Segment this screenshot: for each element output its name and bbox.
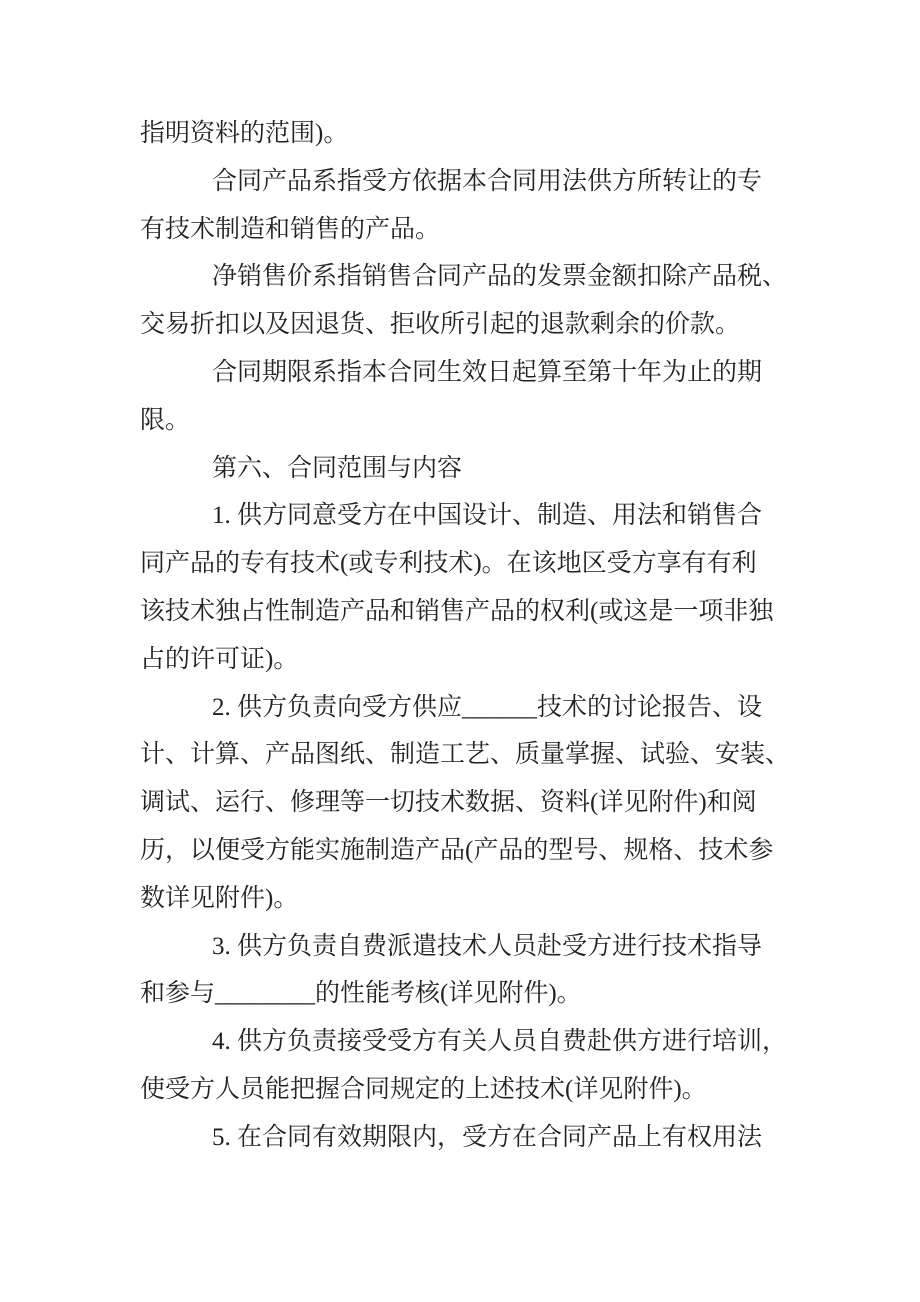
text-line: 计、计算、产品图纸、制造工艺、质量掌握、试验、安装、 <box>140 741 791 769</box>
text-line: 5. 在合同有效期限内，受方在合同产品上有权用法 <box>212 1123 763 1151</box>
text-line: 有技术制造和销售的产品。 <box>140 215 441 243</box>
text-line: 调试、运行、修理等一切技术数据、资料(详见附件)和阅 <box>140 789 757 817</box>
text-line: 数详见附件)。 <box>140 884 299 912</box>
text-line: 交易折扣以及因退货、拒收所引起的退款剩余的价款。 <box>140 311 741 339</box>
text-line: 合同产品系指受方依据本合同用法供方所转让的专 <box>212 167 763 195</box>
text-line: 该技术独占性制造产品和销售产品的权利(或这是一项非独 <box>140 597 774 625</box>
text-line: 净销售价系指销售合同产品的发票金额扣除产品税、 <box>212 263 788 291</box>
text-line: 占的许可证)。 <box>140 645 299 673</box>
text-line: 限。 <box>140 406 191 434</box>
text-line: 1. 供方同意受方在中国设计、制造、用法和销售合 <box>212 502 763 530</box>
text-line: 4. 供方负责接受受方有关人员自费赴供方进行培训， <box>212 1028 788 1056</box>
text-line: 使受方人员能把握合同规定的上述技术(详见附件)。 <box>140 1075 707 1103</box>
text-line: 3. 供方负责自费派遣技术人员赴受方进行技术指导 <box>212 932 763 960</box>
text-line: 2. 供方负责向受方供应______技术的讨论报告、设 <box>212 693 763 721</box>
document-text-block <box>140 110 791 1162</box>
text-line: 合同期限系指本合同生效日起算至第十年为止的期 <box>212 358 763 386</box>
text-line: 指明资料的范围)。 <box>140 120 349 147</box>
text-line: 和参与________的性能考核(详见附件)。 <box>140 980 582 1008</box>
text-line: 同产品的专有技术(或专利技术)。在该地区受方享有有利 <box>140 550 757 578</box>
text-line: 第六、合同范围与内容 <box>212 454 463 482</box>
text-line: 历，以便受方能实施制造产品(产品的型号、规格、技术参 <box>140 836 774 864</box>
